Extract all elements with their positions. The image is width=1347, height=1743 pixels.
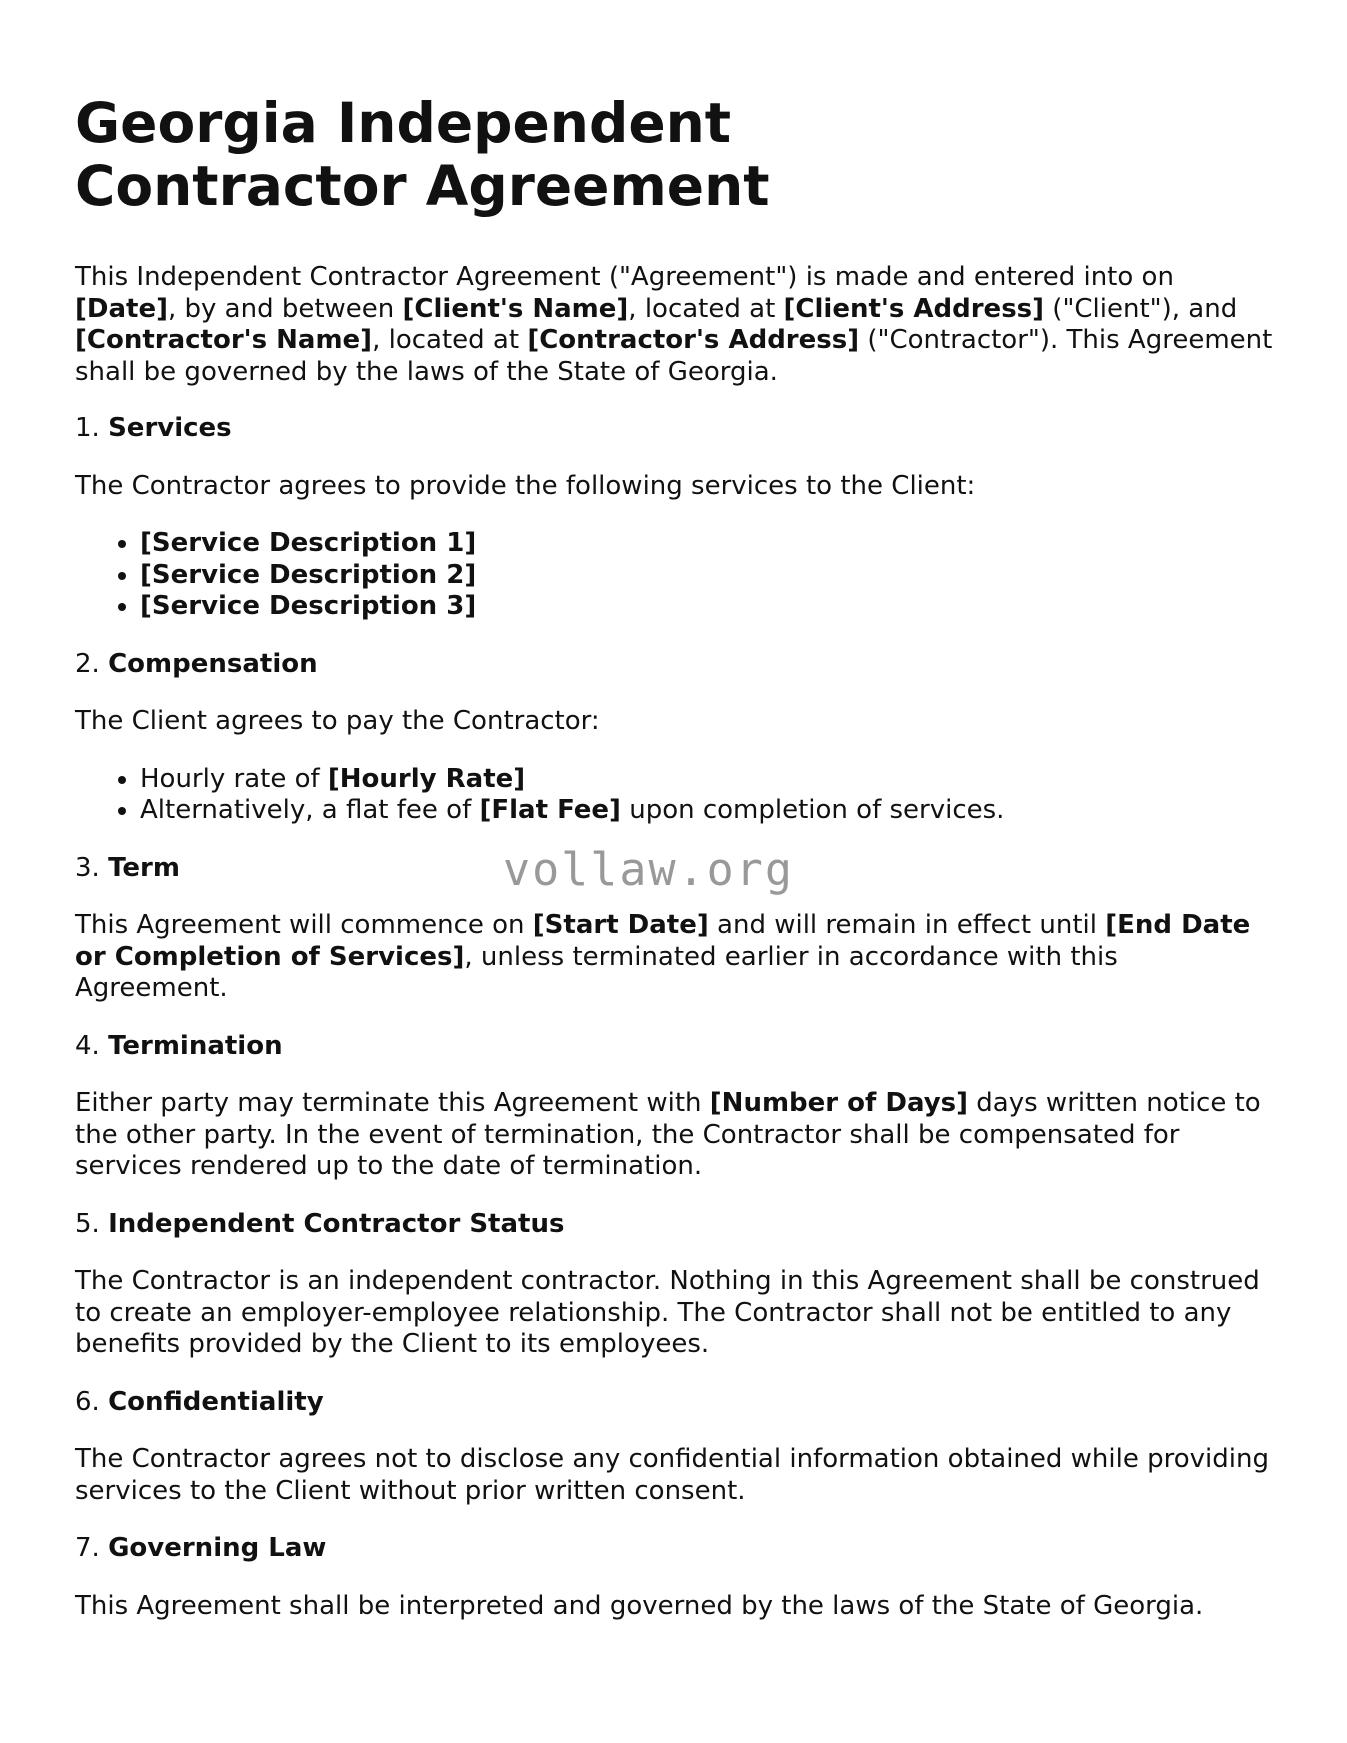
section-number: 4. — [75, 1030, 109, 1061]
list-item — [140, 528, 1275, 560]
service-placeholder: [Service Description 2] — [140, 559, 477, 590]
confidentiality-text: The Contractor agrees not to disclose any confidential information obtained while providing services to the Client without prior written consent. — [75, 1444, 1269, 1506]
term-text — [75, 910, 1275, 1005]
end-date-placeholder: [End Date or Completion of Services] — [75, 910, 1251, 972]
section-number: 3. — [75, 852, 109, 883]
intro-text: ("Client"), and — [1044, 293, 1238, 324]
termination-text-part: days written notice to the other party. In the event of termination, the Contractor shall be compensated for services rendered up to the date of termination. — [75, 1088, 1261, 1181]
intro-paragraph — [75, 262, 1275, 388]
status-text: The Contractor is an independent contractor. Nothing in this Agreement shall be construed to create an employer-employee relationship. The Contractor shall not be entitled to any benefits provided by the Client to its employees. — [75, 1266, 1260, 1359]
services-text: The Contractor agrees to provide the following services to the Client: — [75, 470, 976, 501]
section-heading-termination — [75, 1031, 1275, 1063]
compensation-list — [75, 764, 1275, 827]
list-item-text: Hourly rate of — [140, 763, 328, 794]
section-heading-services — [75, 413, 1275, 445]
intro-text: , located at — [372, 325, 528, 355]
list-item — [140, 560, 1275, 592]
start-date-placeholder: [Start Date] — [532, 910, 709, 940]
termination-text — [75, 1088, 1275, 1183]
intro-text: , by and between — [167, 293, 403, 324]
section-heading-confidentiality — [75, 1387, 1275, 1419]
contractor-name-placeholder: [Contractor's Name] — [75, 325, 373, 355]
watermark: vollaw.org — [503, 843, 794, 896]
term-text-part: This Agreement will commence on — [75, 910, 533, 940]
flat-fee-placeholder: [Flat Fee] — [479, 795, 621, 825]
termination-text-part: Either party may terminate this Agreement with — [75, 1088, 710, 1118]
hourly-rate-placeholder: [Hourly Rate] — [327, 763, 526, 794]
service-placeholder: [Service Description 3] — [140, 591, 477, 621]
intro-text: ("Contractor"). This Agreement shall be governed by the laws of the State of Georgia. — [75, 325, 1273, 387]
section-title: Termination — [108, 1030, 283, 1061]
list-item-text: upon completion of services. — [620, 795, 1005, 825]
section-heading-status — [75, 1209, 1275, 1241]
term-text-part: , unless terminated earlier in accordance with this Agreement. — [75, 941, 1118, 1003]
term-text-part: and will remain in effect until — [708, 910, 1106, 940]
service-placeholder: [Service Description 1] — [140, 528, 477, 558]
services-list — [75, 528, 1275, 623]
document-title: Georgia Independent Contractor Agreement — [75, 91, 770, 218]
section-number: 2. — [75, 648, 109, 679]
compensation-text: The Client agrees to pay the Contractor: — [75, 706, 600, 736]
client-name-placeholder: [Client's Name] — [402, 293, 629, 324]
intro-text: , located at — [628, 293, 784, 324]
section-number: 1. — [75, 413, 109, 443]
section-title: Governing Law — [108, 1533, 327, 1563]
governing-law-text: This Agreement shall be interpreted and governed by the laws of the State of Georgia. — [75, 1590, 1204, 1621]
list-item — [140, 591, 1275, 623]
intro-text: This Independent Contractor Agreement ("Agreement") is made and entered into on — [75, 262, 1174, 292]
client-address-placeholder: [Client's Address] — [783, 293, 1045, 324]
list-item — [140, 764, 1275, 796]
section-heading-governing-law — [75, 1533, 1275, 1565]
section-number: 7. — [75, 1533, 109, 1563]
contractor-address-placeholder: [Contractor's Address] — [527, 325, 860, 355]
section-title: Confidentiality — [108, 1386, 324, 1417]
section-heading-compensation — [75, 649, 1275, 681]
section-title: Term — [108, 852, 180, 883]
list-item — [140, 795, 1275, 827]
section-number: 6. — [75, 1386, 109, 1417]
section-title: Independent Contractor Status — [108, 1208, 565, 1239]
number-of-days-placeholder: [Number of Days] — [709, 1088, 969, 1118]
section-title: Compensation — [108, 648, 318, 679]
section-title: Services — [108, 413, 232, 443]
list-item-text: Alternatively, a flat fee of — [140, 795, 480, 825]
section-number: 5. — [75, 1208, 109, 1239]
date-placeholder: [Date] — [75, 293, 168, 324]
